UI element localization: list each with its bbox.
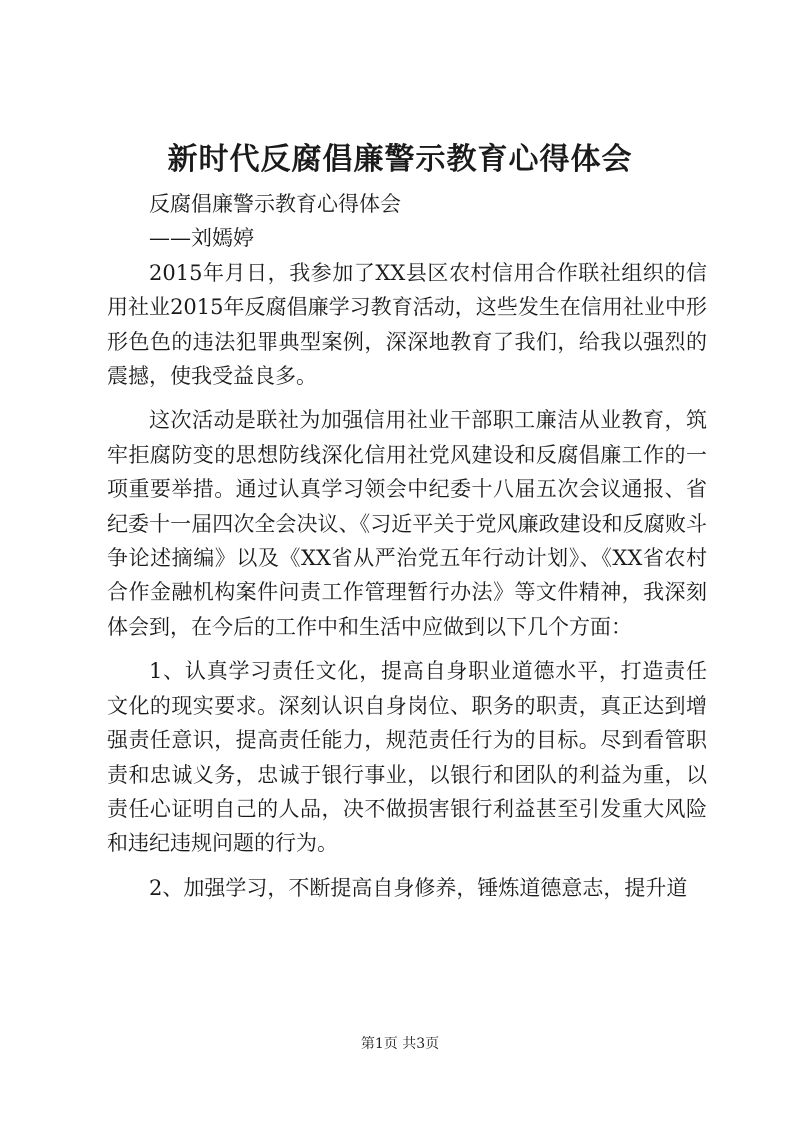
subtitle: 反腐倡廉警示教育心得体会: [149, 192, 401, 216]
author-line: ——刘嫣婷: [149, 226, 254, 251]
paragraph: 1、认真学习责任文化，提高自身职业道德水平，打造责任文化的现实要求。深刻认识自身岗位、职务的职责，真正达到增强责任意识，提高责任能力，规范责任行为的目标。尽到看管职责和忠诚义务，忠诚于银行事业，以银行和团队的利益为重，以责任心证明自己的人品，决不做损害银行利益甚至引发重大风险和违纪违规问题的行为。: [107, 659, 707, 856]
paragraph: 这次活动是联社为加强信用社业干部职工廉洁从业教育，筑牢拒腐防变的思想防线深化信用社党风建设和反腐倡廉工作的一项重要举措。通过认真学习领会中纪委十八届五次会议通报、省纪委十一届四次全会决议、《习近平关于党风廉政建设和反腐败斗争论述摘编》以及《XX省从严治党五年行动计划》、《XX省农村合作金融机构案件问责工作管理暂行办法》等文件精神，我深刻体会到，在今后的工作中和生活中应做到以下几个方面：: [107, 408, 707, 639]
document-title: 新时代反腐倡廉警示教育心得体会: [167, 142, 633, 177]
page-indicator: 第1页 共3页: [360, 1036, 440, 1052]
paragraph: 2、加强学习，不断提高自身修养，锤炼道德意志，提升道: [149, 875, 688, 900]
paragraph: 2015年月日，我参加了XX县区农村信用合作联社组织的信用社业2015年反腐倡廉学习教育活动，这些发生在信用社业中形形色色的违法犯罪典型案例，深深地教育了我们，给我以强烈的震撼，使我受益良多。: [107, 260, 707, 389]
document-body: [107, 187, 707, 905]
